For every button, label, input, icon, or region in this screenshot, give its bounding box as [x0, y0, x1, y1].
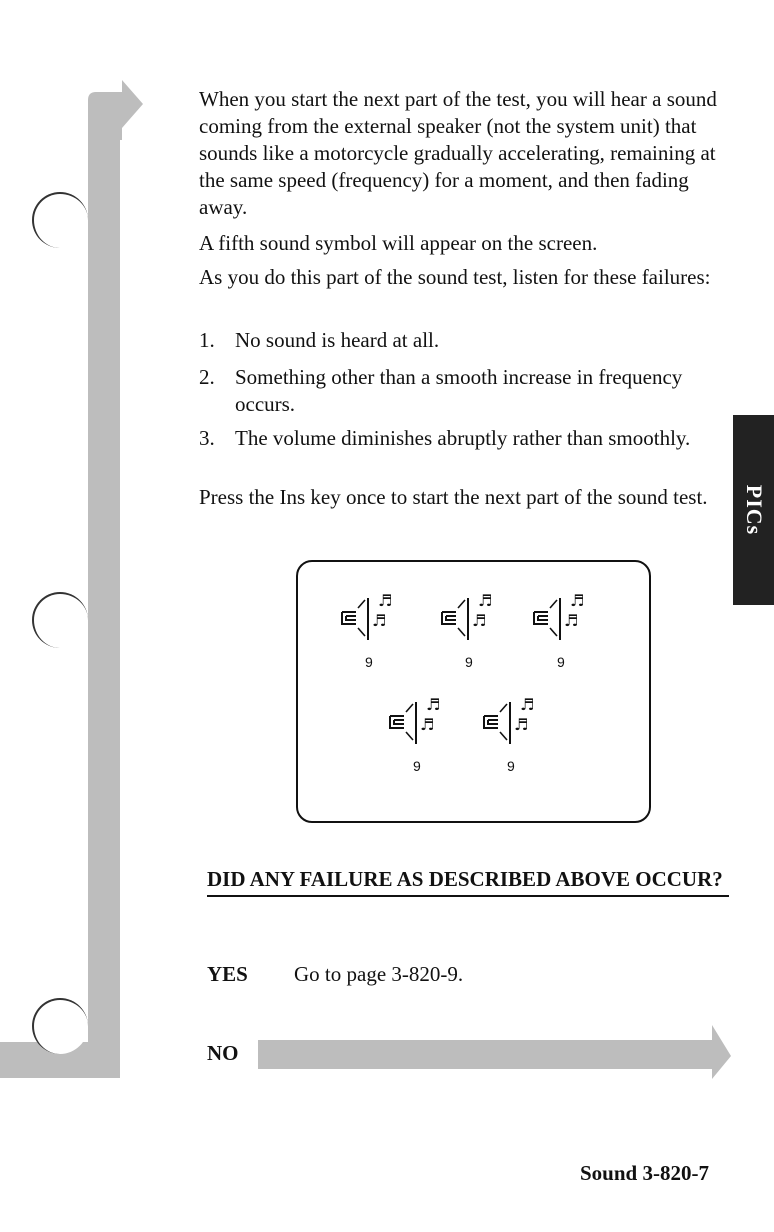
speaker-music-icon	[338, 590, 398, 672]
symbol-label: 9	[365, 654, 373, 670]
binder-hole	[32, 998, 88, 1054]
svg-text:♬: ♬	[514, 715, 529, 734]
svg-text:♬: ♬	[378, 591, 393, 610]
svg-text:♬: ♬	[478, 591, 493, 610]
symbol-label: 9	[557, 654, 565, 670]
binder-hole	[32, 592, 88, 648]
no-label: NO	[207, 1041, 239, 1065]
speaker-music-icon	[438, 590, 498, 672]
symbol-label: 9	[413, 758, 421, 774]
svg-text:♬: ♬	[520, 695, 535, 714]
svg-text:♬: ♬	[472, 611, 487, 630]
svg-text:♬: ♬	[420, 715, 435, 734]
yes-label: YES	[207, 962, 248, 986]
speaker-music-icon	[480, 694, 540, 776]
page-footer: Sound 3-820-7	[580, 1161, 709, 1185]
question-heading: DID ANY FAILURE AS DESCRIBED ABOVE OCCUR?	[207, 866, 729, 897]
speaker-music-icon	[530, 590, 590, 672]
svg-text:♬: ♬	[426, 695, 441, 714]
section-tab: PICs	[733, 415, 774, 605]
svg-text:♬: ♬	[372, 611, 387, 630]
press-instruction: Press the Ins key once to start the next part of the sound test.	[199, 485, 708, 509]
yes-instruction: Go to page 3-820-9.	[294, 962, 464, 986]
speaker-music-icon	[386, 694, 446, 776]
intro-paragraph: When you start the next part of the test, you will hear a sound coming from the external speaker (not the system unit) that sounds like a motorcycle gradually accelerating, remaining at the same speed (frequency) for a moment, and then fading away.	[199, 87, 717, 219]
listen-paragraph: As you do this part of the sound test, listen for these failures:	[199, 265, 711, 289]
display-screen	[296, 560, 651, 823]
symbol-label: 9	[465, 654, 473, 670]
svg-text:♬: ♬	[564, 611, 579, 630]
binder-hole	[32, 192, 88, 248]
svg-text:♬: ♬	[570, 591, 585, 610]
symbol-label: 9	[507, 758, 515, 774]
fifth-symbol-text: A fifth sound symbol will appear on the screen.	[199, 231, 598, 255]
